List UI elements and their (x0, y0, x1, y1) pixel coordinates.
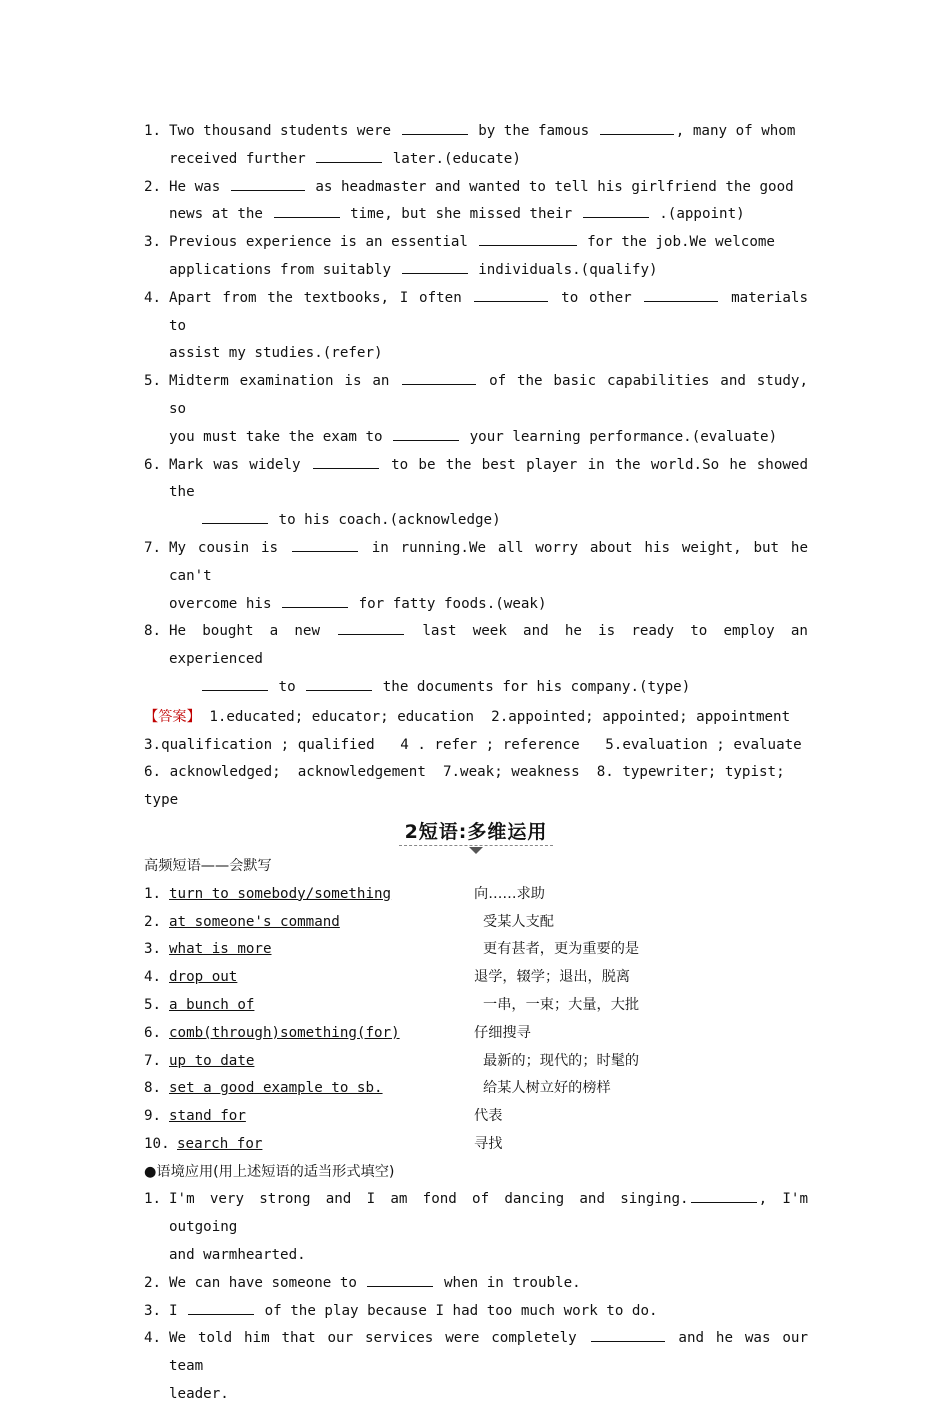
question-number: 1. (144, 1191, 162, 1208)
phrase-item (144, 1020, 808, 1048)
answer-blank[interactable] (306, 676, 372, 691)
phrase-english: a bunch of (169, 996, 255, 1013)
question-2 (144, 174, 808, 230)
phrase-english: stand for (169, 1108, 246, 1125)
phrase-number: 2. (144, 913, 162, 930)
question-text: Midterm examination is an (169, 373, 390, 390)
question-number: 4. (144, 289, 162, 306)
question-text: your learning performance.(evaluate) (469, 428, 778, 445)
phrase-english: turn to somebody/something (169, 885, 392, 902)
question-text: the documents for his company.(type) (382, 678, 691, 695)
question-text: for the job.We welcome (587, 234, 775, 251)
question-text: by the famous (478, 123, 590, 139)
phrase-chinese: 代表 (474, 1108, 503, 1125)
question-text: of the play because I had too much work to do. (264, 1302, 658, 1319)
question-text: later.(educate) (392, 150, 521, 167)
question-number: 2. (144, 1274, 162, 1291)
answer-blank[interactable] (402, 120, 468, 135)
section-heading: 2短语:多维运用 (399, 821, 554, 846)
question-text: you must take the exam to (169, 428, 383, 445)
phrase-item (144, 1075, 808, 1103)
answer-blank[interactable] (479, 231, 577, 246)
phrase-number: 1. (144, 885, 162, 902)
question-text: , I'm outgoing (169, 1191, 808, 1236)
phrase-english: what is more (169, 941, 272, 958)
question-text: Mark was widely (169, 456, 301, 473)
worksheet-page (144, 118, 808, 1409)
answer-blank[interactable] (402, 370, 476, 385)
question-text: to be the best player in the world.So he showed the (169, 456, 808, 501)
question-text: I (169, 1302, 178, 1319)
phrase-chinese: 最新的；现代的；时髦的 (483, 1052, 640, 1069)
phrase-english: at someone's command (169, 913, 340, 930)
phrase-list (144, 881, 808, 1159)
question-number: 3. (144, 234, 162, 251)
question-1 (144, 118, 808, 174)
answer-blank[interactable] (600, 120, 674, 135)
question-text: Previous experience is an essential (169, 234, 468, 251)
context-question-3 (144, 1298, 808, 1326)
context-question-2 (144, 1270, 808, 1298)
context-question-4 (144, 1325, 808, 1408)
question-text: to his coach.(acknowledge) (278, 512, 501, 529)
question-text: leader. (169, 1386, 229, 1403)
question-text: I'm very strong and I am fond of dancing and singing. (169, 1191, 689, 1208)
question-number: 4. (144, 1330, 162, 1347)
answer-tag: 【答案】 (144, 708, 201, 725)
answer-blank[interactable] (583, 203, 649, 218)
context-question-1 (144, 1186, 808, 1269)
question-7 (144, 535, 808, 618)
question-4 (144, 285, 808, 368)
phrase-chinese: 给某人树立好的榜样 (483, 1080, 611, 1097)
phrase-item (144, 1048, 808, 1076)
question-text: in running.We all worry about his weight, but he can't (169, 539, 809, 584)
question-text: My cousin is (169, 539, 279, 556)
answer-blank[interactable] (316, 148, 382, 163)
answer-blank[interactable] (393, 426, 459, 441)
question-number: 3. (144, 1302, 162, 1319)
question-text: as headmaster and wanted to tell his girlfriend the good (315, 178, 794, 195)
answer-blank[interactable] (402, 259, 468, 274)
answer-blank[interactable] (231, 176, 305, 191)
answer-blank[interactable] (691, 1188, 757, 1203)
phrase-english: search for (177, 1135, 263, 1152)
question-text: , many of whom (675, 123, 796, 139)
question-text: and warmhearted. (169, 1247, 306, 1264)
phrase-item (144, 909, 808, 937)
phrase-number: 8. (144, 1080, 162, 1097)
question-number: 8. (144, 623, 162, 640)
phrase-number: 5. (144, 996, 162, 1013)
phrase-number: 6. (144, 1024, 162, 1041)
context-heading: ●语境应用(用上述短语的适当形式填空) (144, 1163, 395, 1180)
question-text: He was (169, 178, 221, 195)
answer-blank[interactable] (474, 287, 548, 302)
phrase-chinese: 向……求助 (474, 885, 545, 902)
answer-text: 1.educated; educator; education 2.appointed; appointed; appointment (209, 708, 791, 725)
answer-blank[interactable] (591, 1327, 665, 1342)
question-text: individuals.(qualify) (478, 261, 658, 278)
question-text: when in trouble. (444, 1274, 581, 1291)
question-text: received further (169, 150, 306, 167)
question-number: 6. (144, 456, 162, 473)
phrase-item (144, 1103, 808, 1131)
phrase-english: comb(through)something(for) (169, 1024, 400, 1041)
answer-blank[interactable] (202, 509, 268, 524)
phrase-item (144, 964, 808, 992)
answer-blank[interactable] (338, 620, 404, 635)
question-text: Apart from the textbooks, I often (169, 289, 462, 306)
phrase-english: set a good example to sb. (169, 1080, 383, 1097)
question-number: 2. (144, 178, 162, 195)
question-text: assist my studies.(refer) (169, 345, 383, 362)
triangle-down-icon (469, 847, 483, 854)
phrase-chinese: 寻找 (474, 1135, 503, 1152)
question-text: last week and he is ready to employ an experienced (169, 623, 808, 668)
question-text: to other (561, 289, 632, 306)
phrase-chinese: 退学，辍学；退出，脱离 (474, 969, 631, 986)
answer-blank[interactable] (188, 1300, 254, 1315)
question-number: 1. (144, 123, 162, 139)
phrase-number: 9. (144, 1108, 162, 1125)
phrase-item (144, 1131, 808, 1159)
answer-key (144, 704, 808, 815)
answer-blank[interactable] (274, 203, 340, 218)
answer-blank[interactable] (202, 676, 268, 691)
phrase-item (144, 881, 808, 909)
answer-blank[interactable] (282, 593, 348, 608)
phrases-subtitle: 高频短语——会默写 (144, 857, 272, 874)
answer-blank[interactable] (367, 1272, 433, 1287)
question-text: We can have someone to (169, 1274, 357, 1291)
question-5 (144, 368, 808, 451)
question-number: 5. (144, 373, 162, 390)
question-8 (144, 618, 808, 701)
phrase-chinese: 更有甚者，更为重要的是 (483, 941, 640, 958)
answer-blank[interactable] (292, 537, 358, 552)
answer-text: 6. acknowledged; acknowledgement 7.weak; weakness 8. typewriter; typist; (144, 764, 785, 781)
phrase-number: 3. (144, 941, 162, 958)
question-text: He bought a new (169, 623, 321, 640)
question-text: materials to (169, 289, 808, 334)
question-text: for fatty foods.(weak) (358, 595, 547, 612)
answer-text: type (144, 792, 179, 809)
question-text: applications from suitably (169, 261, 392, 278)
question-6 (144, 452, 808, 535)
phrase-chinese: 一串，一束；大量，大批 (483, 996, 640, 1013)
phrase-chinese: 受某人支配 (483, 913, 554, 930)
question-text: overcome his (169, 595, 272, 612)
phrase-english: up to date (169, 1052, 255, 1069)
question-text: We told him that our services were completely (169, 1330, 577, 1347)
question-text: Two thousand students were (169, 123, 392, 139)
answer-text: 3.qualification ; qualified 4 . refer ; reference 5.evaluation ; evaluate (144, 736, 802, 753)
answer-blank[interactable] (644, 287, 718, 302)
phrase-chinese: 仔细搜寻 (474, 1024, 531, 1041)
phrase-number: 7. (144, 1052, 162, 1069)
question-3 (144, 229, 808, 285)
question-text: to (278, 678, 296, 695)
question-text: news at the (169, 206, 263, 223)
phrase-number: 10. (144, 1135, 170, 1152)
phrase-item (144, 992, 808, 1020)
phrase-english: drop out (169, 969, 238, 986)
question-text: of the basic capabilities and study, so (169, 373, 808, 417)
phrase-number: 4. (144, 969, 162, 986)
question-number: 7. (144, 539, 162, 556)
section-title (144, 819, 808, 853)
question-text: time, but she missed their (350, 206, 573, 223)
answer-blank[interactable] (313, 454, 379, 469)
question-text: and he was our team (169, 1330, 808, 1375)
question-text: .(appoint) (659, 206, 745, 223)
phrase-item (144, 936, 808, 964)
